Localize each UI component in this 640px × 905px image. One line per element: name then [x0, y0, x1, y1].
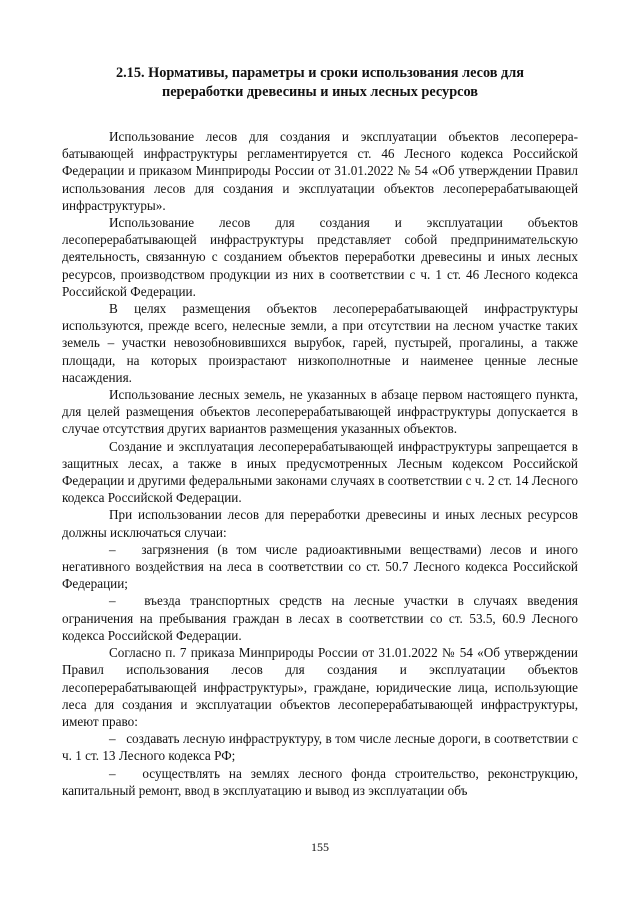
paragraph: Согласно п. 7 приказа Минприроды России от 31.01.2022 № 54 «Об утверждении Правил использования лесов для создания и эксплуатации объектов лесоперерабатывающей инфраструктуры», граждане, юридические лица, использующие леса для создания и эксплуатации объектов лесоперерабатывающей инфраструктуры, имеют право: [62, 645, 578, 729]
list-item-text: осуществлять на землях лесного фонда строительство, реконструкцию, капитальный ремонт, ввод в эксплуатацию и вывод из эксплуатации объ [62, 765, 578, 798]
paragraph: В целях размещения объектов лесоперерабатывающей инфраструктуры используются, прежде всего, нелесные земли, а при отсутствии на лесном участке таких земель – участки невозобновившихся вырубок, гарей, пустырей, прогалины, а также площади, на которых произрастают низкополнотные и наименее ценные лесные насаждения. [62, 301, 578, 385]
list-item [62, 541, 578, 593]
dash-marker: – [109, 765, 116, 781]
list-item-text: въезда транспортных средств на лесные участки в случаях введения ограничения на пребывания граждан в лесах в соответствии со ст. 53.5, 60.9 Лесного кодекса Российской Федерации. [62, 593, 578, 643]
list-item-text: создавать лесную инфраструктуру, в том числе лесные дороги, в соответствии с ч. 1 ст. 13 Лесного кодекса РФ; [62, 731, 578, 764]
dash-marker: – [109, 593, 116, 609]
list-item [62, 730, 578, 764]
heading-line-1: 2.15. Нормативы, параметры и сроки использования лесов для [115, 65, 525, 81]
dash-marker: – [109, 731, 116, 747]
paragraph: Создание и эксплуатация лесоперерабатывающей инфраструктуры запрещается в защитных лесах, а также в иных предусмотренных Лесным кодексом Российской Федерации и другими федеральными законами случаях в соответствии с ч. 2 ст. 14 Лесного кодекса Российской Федерации. [62, 438, 578, 506]
paragraph: Использование лесов для создания и эксплуатации объектов лесоперерабатывающей инфраструктуры регламентируется ст. 46 Лесного кодекса Российской Федерации и приказом Минприроды России от 31.01.2022 № 54 «Об утверждении Правил использования лесов для создания и эксплуатации объектов лесоперерабатывающей инфраструктуры». [62, 129, 578, 213]
list-item [62, 765, 578, 799]
dash-marker: – [109, 541, 116, 557]
list-item [62, 592, 578, 644]
page-number: 155 [311, 840, 329, 854]
section-heading [62, 64, 578, 102]
paragraph: Использование лесных земель, не указанных в абзаце первом настоящего пункта, для целей размещения объектов лесоперерабатывающей инфраструктуры допускается в случае отсутствия других вариантов размещения указанных объектов. [62, 387, 578, 437]
list-item-text: загрязнения (в том числе радиоактивными веществами) лесов и иного негативного воздействия на леса в соответствии со ст. 50.7 Лесного кодекса Российской Федерации; [62, 541, 578, 592]
paragraph: При использовании лесов для переработки древесины и иных лесных ресурсов должны исключаться случаи: [62, 507, 578, 540]
heading-line-2: переработки древесины и иных лесных ресурсов [161, 84, 479, 100]
body-text [62, 128, 578, 799]
paragraph: Использование лесов для создания и эксплуатации объектов лесоперерабатывающей инфраструктуры представляет собой предпринимательскую деятельность, связанную с созданием объектов переработки древесины и иных лесных ресурсов, производством продукции из них в соответствии с ч. 1 ст. 46 Лесного кодекса Российской Федерации. [62, 215, 578, 299]
